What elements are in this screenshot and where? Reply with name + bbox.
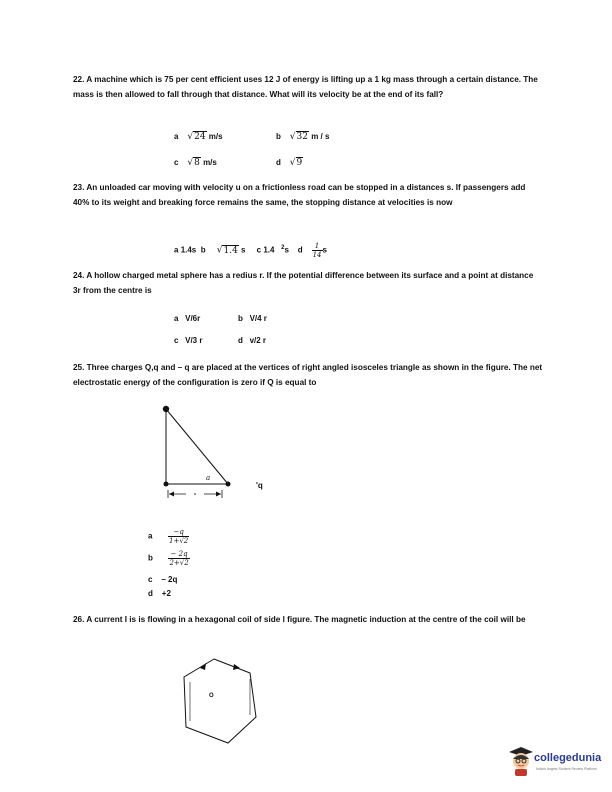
q23-options: a 1.4s b √1.4 s c 1.4 $^2$s d $\frac{1}{14}$ s [174,242,327,259]
question-23-text: 23. An unloaded car moving with velocity u on a frictionless road can be stopped in a distances s. If passengers add 40% to its weight and breaking force remains the same, the stopping distance at velocities is now [73,183,526,207]
q25-option-d: d +2 [148,589,171,598]
question-26-text: 26. A current I is is flowing in a hexagonal coil of side l figure. The magnetic induction at the centre of the coil will be [73,615,526,624]
q24-option-b: b V/4 r [238,314,267,323]
q22-option-c: c √8 m/s [174,158,217,168]
q25-option-c: c – 2q [148,575,178,584]
mascot-icon [508,746,534,776]
q26-hexagon-figure [180,655,270,750]
q24-option-c: c V/3 r [174,336,203,345]
q25-label-q: 'q [256,481,263,490]
collegedunia-logo [508,744,608,780]
q25-option-b: b $\frac{- 2q}{2+√2}$ [148,550,189,567]
triangle-hypotenuse [166,409,228,484]
question-24-text: 24. A hollow charged metal sphere has a redius r. If the potential difference between its surface and a point at distance 3r from the centre is [73,271,534,295]
q26-center-label: O [209,693,214,699]
q22-option-b: b √32 m / s [276,132,330,142]
question-22-text: 22. A machine which is 75 per cent efficient uses 12 J of energy is lifting up a 1 kg mass through a certain distance. The mass is then allowed to fall through that distance. What will its velocity be at the end of its fall? [73,75,538,99]
logo-wordmark: collegedunia [534,752,602,764]
question-25-text: 25. Three charges Q,q and – q are placed at the vertices of right angled isosceles triangle as shown in the figure. The net electrostatic energy of the configuration is zero if Q is equal to [73,363,543,387]
q25-triangle-figure [150,400,290,510]
q24-option-a: a V/6r [174,314,201,323]
logo-tagline: India's largest Student Review Platform [536,767,597,771]
hexagonal-coil [184,659,256,743]
charge-bottom-right [226,482,231,487]
q22-option-d: d √9 [276,158,303,168]
q24-option-d: d v/2 r [238,336,267,345]
q25-label-a: a [206,474,211,482]
q25-option-a: a $\frac{-q}{1+√2}$ [148,528,189,545]
q22-option-a: a √24 m/s [174,132,223,142]
dimension-arrow [168,490,222,498]
charge-bottom-left [164,482,169,487]
q23-fraction-d: $\frac{1}{14}$ [312,242,322,259]
